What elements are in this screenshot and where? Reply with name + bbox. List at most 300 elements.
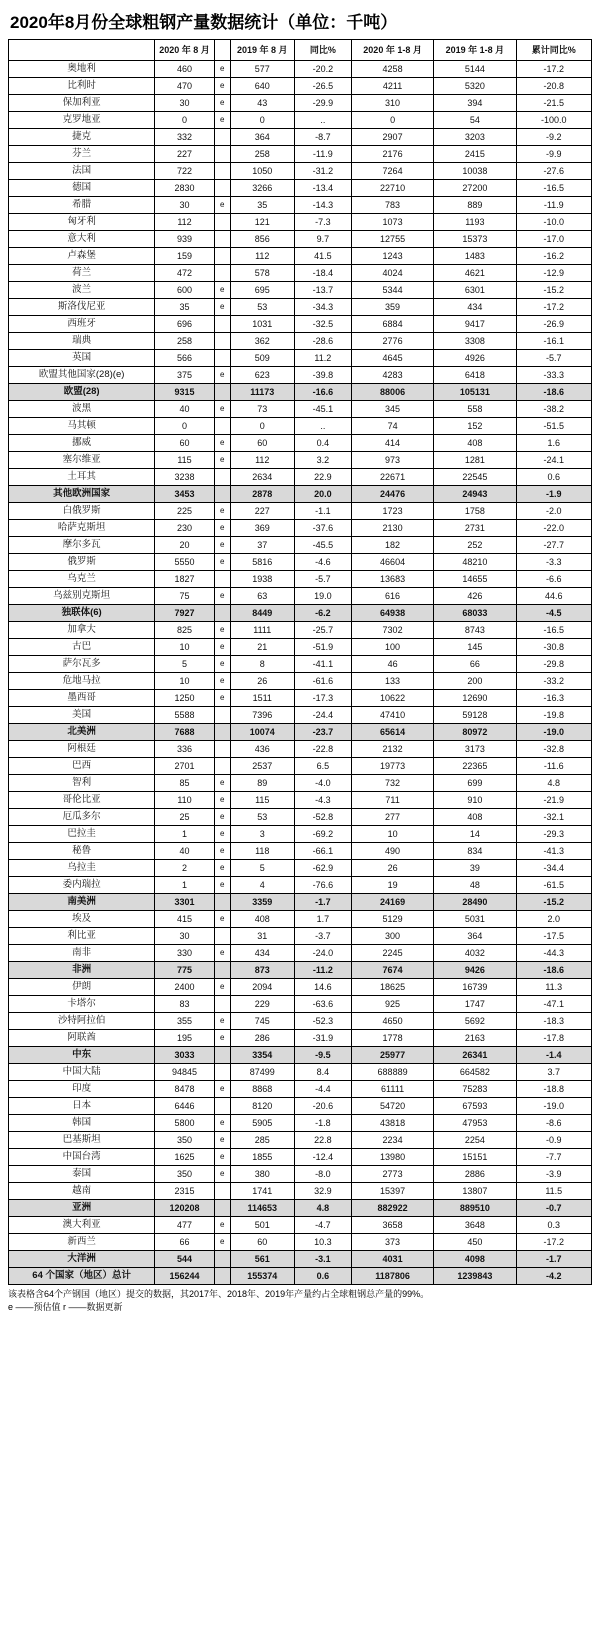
cell-yoy: -5.7	[294, 571, 351, 588]
cell-ytd-2020: 490	[351, 843, 433, 860]
cell-ytd-yoy: -21.5	[516, 95, 591, 112]
cell-aug-2019: 8449	[230, 605, 294, 622]
cell-country: 巴西	[9, 758, 155, 775]
column-header-aug-2019: 2019 年 8 月	[230, 40, 294, 61]
cell-yoy: 22.9	[294, 469, 351, 486]
cell-ytd-yoy: -4.5	[516, 605, 591, 622]
table-row	[9, 1013, 592, 1030]
cell-aug-2020: 375	[155, 367, 214, 384]
table-row	[9, 503, 592, 520]
cell-yoy: -4.4	[294, 1081, 351, 1098]
table-row	[9, 775, 592, 792]
cell-aug-2020: 3301	[155, 894, 214, 911]
cell-yoy: 4.8	[294, 1200, 351, 1217]
cell-yoy: -61.6	[294, 673, 351, 690]
table-header-row	[9, 40, 592, 61]
cell-aug-2019: 53	[230, 299, 294, 316]
cell-aug-2020: 2830	[155, 180, 214, 197]
cell-aug-2020: 2315	[155, 1183, 214, 1200]
cell-yoy: 3.2	[294, 452, 351, 469]
cell-aug-2020: 75	[155, 588, 214, 605]
cell-country: 巴基斯坦	[9, 1132, 155, 1149]
cell-aug-2020: 83	[155, 996, 214, 1013]
table-row	[9, 112, 592, 129]
cell-country: 古巴	[9, 639, 155, 656]
cell-ytd-2020: 300	[351, 928, 433, 945]
cell-estimate-flag: e	[214, 622, 230, 639]
cell-estimate-flag: e	[214, 1013, 230, 1030]
cell-yoy: -8.0	[294, 1166, 351, 1183]
cell-yoy: -45.5	[294, 537, 351, 554]
cell-estimate-flag: e	[214, 503, 230, 520]
table-row	[9, 792, 592, 809]
cell-ytd-2020: 5344	[351, 282, 433, 299]
table-row	[9, 1183, 592, 1200]
cell-ytd-2020: 7302	[351, 622, 433, 639]
cell-ytd-yoy: 2.0	[516, 911, 591, 928]
cell-aug-2020: 775	[155, 962, 214, 979]
cell-country: 新西兰	[9, 1234, 155, 1251]
cell-aug-2020: 156244	[155, 1268, 214, 1285]
cell-ytd-2020: 7264	[351, 163, 433, 180]
cell-estimate-flag: e	[214, 860, 230, 877]
cell-ytd-2019: 1747	[434, 996, 516, 1013]
cell-estimate-flag: e	[214, 1030, 230, 1047]
cell-ytd-2020: 0	[351, 112, 433, 129]
cell-aug-2019: 8868	[230, 1081, 294, 1098]
cell-aug-2020: 225	[155, 503, 214, 520]
cell-aug-2020: 5588	[155, 707, 214, 724]
cell-estimate-flag: e	[214, 1081, 230, 1098]
cell-ytd-yoy: 11.3	[516, 979, 591, 996]
cell-country: 西班牙	[9, 316, 155, 333]
cell-estimate-flag: e	[214, 95, 230, 112]
cell-ytd-2019: 75283	[434, 1081, 516, 1098]
cell-country: 南美洲	[9, 894, 155, 911]
cell-ytd-yoy: -16.3	[516, 690, 591, 707]
cell-ytd-2019: 394	[434, 95, 516, 112]
cell-yoy: -41.1	[294, 656, 351, 673]
cell-country: 马其顿	[9, 418, 155, 435]
cell-ytd-yoy: -20.8	[516, 78, 591, 95]
cell-yoy: -7.3	[294, 214, 351, 231]
cell-ytd-2020: 13980	[351, 1149, 433, 1166]
cell-estimate-flag: e	[214, 299, 230, 316]
cell-yoy: -37.6	[294, 520, 351, 537]
table-row	[9, 1200, 592, 1217]
cell-ytd-2020: 47410	[351, 707, 433, 724]
cell-yoy: -4.0	[294, 775, 351, 792]
cell-yoy: -31.2	[294, 163, 351, 180]
cell-ytd-2020: 1187806	[351, 1268, 433, 1285]
cell-aug-2020: 477	[155, 1217, 214, 1234]
table-row	[9, 945, 592, 962]
column-header-estimate-flag	[214, 40, 230, 61]
cell-aug-2019: 434	[230, 945, 294, 962]
table-row	[9, 61, 592, 78]
cell-ytd-2019: 408	[434, 435, 516, 452]
cell-ytd-2019: 39	[434, 860, 516, 877]
cell-aug-2019: 63	[230, 588, 294, 605]
cell-country: 卡塔尔	[9, 996, 155, 1013]
cell-ytd-2020: 2773	[351, 1166, 433, 1183]
cell-yoy: -24.4	[294, 707, 351, 724]
cell-ytd-2019: 5320	[434, 78, 516, 95]
cell-ytd-2020: 61111	[351, 1081, 433, 1098]
cell-country: 哥伦比亚	[9, 792, 155, 809]
table-row	[9, 384, 592, 401]
cell-ytd-yoy: -30.8	[516, 639, 591, 656]
cell-aug-2019: 89	[230, 775, 294, 792]
cell-yoy: -52.3	[294, 1013, 351, 1030]
table-row	[9, 231, 592, 248]
cell-ytd-2020: 2907	[351, 129, 433, 146]
cell-ytd-2019: 1758	[434, 503, 516, 520]
cell-country: 加拿大	[9, 622, 155, 639]
cell-country: 芬兰	[9, 146, 155, 163]
cell-ytd-2019: 450	[434, 1234, 516, 1251]
cell-country: 利比亚	[9, 928, 155, 945]
cell-yoy: 9.7	[294, 231, 351, 248]
cell-ytd-2020: 182	[351, 537, 433, 554]
table-row	[9, 860, 592, 877]
cell-country: 波黑	[9, 401, 155, 418]
cell-aug-2019: 1050	[230, 163, 294, 180]
cell-estimate-flag: e	[214, 673, 230, 690]
cell-yoy: -45.1	[294, 401, 351, 418]
cell-yoy: -22.8	[294, 741, 351, 758]
cell-ytd-yoy: 3.7	[516, 1064, 591, 1081]
cell-aug-2020: 2701	[155, 758, 214, 775]
cell-aug-2020: 9315	[155, 384, 214, 401]
cell-country: 越南	[9, 1183, 155, 1200]
cell-ytd-yoy: -17.5	[516, 928, 591, 945]
table-row	[9, 1030, 592, 1047]
cell-yoy: 22.8	[294, 1132, 351, 1149]
cell-ytd-2020: 882922	[351, 1200, 433, 1217]
cell-ytd-2020: 64938	[351, 605, 433, 622]
table-row	[9, 78, 592, 95]
cell-country: 中东	[9, 1047, 155, 1064]
cell-country: 波兰	[9, 282, 155, 299]
cell-aug-2020: 3238	[155, 469, 214, 486]
cell-yoy: -66.1	[294, 843, 351, 860]
cell-ytd-yoy: -15.2	[516, 894, 591, 911]
cell-yoy: -8.7	[294, 129, 351, 146]
cell-aug-2020: 8478	[155, 1081, 214, 1098]
cell-ytd-2019: 13807	[434, 1183, 516, 1200]
table-row	[9, 265, 592, 282]
cell-aug-2019: 369	[230, 520, 294, 537]
cell-ytd-yoy: -44.3	[516, 945, 591, 962]
cell-ytd-yoy: -33.3	[516, 367, 591, 384]
cell-aug-2019: 21	[230, 639, 294, 656]
table-row	[9, 1132, 592, 1149]
cell-estimate-flag	[214, 231, 230, 248]
cell-aug-2019: 380	[230, 1166, 294, 1183]
cell-estimate-flag: e	[214, 554, 230, 571]
cell-yoy: 41.5	[294, 248, 351, 265]
cell-ytd-yoy: -47.1	[516, 996, 591, 1013]
cell-estimate-flag: e	[214, 809, 230, 826]
cell-yoy: 1.7	[294, 911, 351, 928]
cell-yoy: -34.3	[294, 299, 351, 316]
cell-country: 独联体(6)	[9, 605, 155, 622]
cell-ytd-yoy: -21.9	[516, 792, 591, 809]
cell-aug-2019: 4	[230, 877, 294, 894]
cell-ytd-2019: 3308	[434, 333, 516, 350]
cell-aug-2020: 60	[155, 435, 214, 452]
cell-aug-2020: 1250	[155, 690, 214, 707]
cell-aug-2020: 7688	[155, 724, 214, 741]
cell-ytd-2019: 27200	[434, 180, 516, 197]
cell-estimate-flag	[214, 724, 230, 741]
cell-yoy: -3.7	[294, 928, 351, 945]
cell-ytd-yoy: -34.4	[516, 860, 591, 877]
cell-country: 伊朗	[9, 979, 155, 996]
cell-aug-2019: 87499	[230, 1064, 294, 1081]
cell-aug-2019: 745	[230, 1013, 294, 1030]
cell-aug-2020: 5	[155, 656, 214, 673]
cell-ytd-2020: 277	[351, 809, 433, 826]
cell-ytd-2019: 66	[434, 656, 516, 673]
cell-country: 瑞典	[9, 333, 155, 350]
cell-ytd-2019: 2731	[434, 520, 516, 537]
cell-aug-2019: 561	[230, 1251, 294, 1268]
table-row	[9, 435, 592, 452]
cell-aug-2019: 8120	[230, 1098, 294, 1115]
cell-aug-2020: 30	[155, 197, 214, 214]
cell-estimate-flag	[214, 248, 230, 265]
column-header-country	[9, 40, 155, 61]
cell-ytd-2019: 8743	[434, 622, 516, 639]
cell-estimate-flag	[214, 333, 230, 350]
table-row	[9, 639, 592, 656]
cell-ytd-2019: 26341	[434, 1047, 516, 1064]
cell-estimate-flag	[214, 265, 230, 282]
cell-aug-2019: 1855	[230, 1149, 294, 1166]
cell-aug-2020: 470	[155, 78, 214, 95]
cell-aug-2020: 115	[155, 452, 214, 469]
cell-ytd-2020: 3658	[351, 1217, 433, 1234]
cell-ytd-2020: 2234	[351, 1132, 433, 1149]
cell-aug-2020: 0	[155, 418, 214, 435]
cell-aug-2020: 30	[155, 928, 214, 945]
cell-ytd-yoy: -4.2	[516, 1268, 591, 1285]
cell-country: 非洲	[9, 962, 155, 979]
cell-estimate-flag	[214, 1268, 230, 1285]
cell-estimate-flag	[214, 469, 230, 486]
cell-ytd-2019: 2415	[434, 146, 516, 163]
cell-ytd-yoy: -8.6	[516, 1115, 591, 1132]
table-row	[9, 962, 592, 979]
cell-ytd-2020: 54720	[351, 1098, 433, 1115]
table-row	[9, 741, 592, 758]
cell-ytd-2019: 22365	[434, 758, 516, 775]
cell-ytd-2020: 2176	[351, 146, 433, 163]
table-row	[9, 928, 592, 945]
cell-aug-2020: 258	[155, 333, 214, 350]
cell-yoy: -76.6	[294, 877, 351, 894]
column-header-ytd-2020: 2020 年 1-8 月	[351, 40, 433, 61]
cell-estimate-flag: e	[214, 588, 230, 605]
cell-estimate-flag: e	[214, 1149, 230, 1166]
cell-aug-2020: 5800	[155, 1115, 214, 1132]
cell-yoy: -1.8	[294, 1115, 351, 1132]
cell-aug-2020: 1625	[155, 1149, 214, 1166]
cell-country: 阿根廷	[9, 741, 155, 758]
cell-estimate-flag	[214, 1098, 230, 1115]
cell-aug-2020: 350	[155, 1132, 214, 1149]
cell-aug-2019: 10074	[230, 724, 294, 741]
table-row	[9, 367, 592, 384]
cell-aug-2019: 3359	[230, 894, 294, 911]
cell-ytd-2020: 7674	[351, 962, 433, 979]
cell-aug-2020: 7927	[155, 605, 214, 622]
column-header-aug-2020: 2020 年 8 月	[155, 40, 214, 61]
cell-yoy: 11.2	[294, 350, 351, 367]
cell-aug-2020: 330	[155, 945, 214, 962]
cell-yoy: 0.4	[294, 435, 351, 452]
cell-aug-2020: 3033	[155, 1047, 214, 1064]
cell-yoy: -23.7	[294, 724, 351, 741]
table-row	[9, 1251, 592, 1268]
cell-ytd-2019: 3203	[434, 129, 516, 146]
cell-ytd-yoy: 0.6	[516, 469, 591, 486]
cell-estimate-flag	[214, 741, 230, 758]
cell-yoy: -13.7	[294, 282, 351, 299]
table-row	[9, 724, 592, 741]
table-row	[9, 1268, 592, 1285]
cell-aug-2019: 8	[230, 656, 294, 673]
cell-aug-2020: 40	[155, 843, 214, 860]
cell-ytd-2019: 558	[434, 401, 516, 418]
cell-yoy: -29.9	[294, 95, 351, 112]
cell-estimate-flag: e	[214, 61, 230, 78]
cell-estimate-flag	[214, 418, 230, 435]
cell-ytd-2020: 373	[351, 1234, 433, 1251]
cell-ytd-2020: 414	[351, 435, 433, 452]
cell-ytd-yoy: -100.0	[516, 112, 591, 129]
cell-ytd-2019: 1193	[434, 214, 516, 231]
cell-ytd-yoy: -0.7	[516, 1200, 591, 1217]
cell-estimate-flag: e	[214, 979, 230, 996]
cell-aug-2019: 856	[230, 231, 294, 248]
cell-ytd-yoy: -17.2	[516, 1234, 591, 1251]
cell-country: 泰国	[9, 1166, 155, 1183]
cell-ytd-yoy: -26.9	[516, 316, 591, 333]
footnote-line-1: 该表格含64个产钢国（地区）提交的数据，其2017年、2018年、2019年产量约占全球粗钢总产量的99%。	[8, 1289, 430, 1299]
cell-country: 危地马拉	[9, 673, 155, 690]
cell-aug-2019: 115	[230, 792, 294, 809]
cell-ytd-yoy: -16.2	[516, 248, 591, 265]
cell-yoy: -31.9	[294, 1030, 351, 1047]
cell-aug-2019: 1741	[230, 1183, 294, 1200]
table-row	[9, 894, 592, 911]
cell-estimate-flag: e	[214, 843, 230, 860]
cell-estimate-flag	[214, 928, 230, 945]
cell-aug-2020: 30	[155, 95, 214, 112]
cell-estimate-flag	[214, 316, 230, 333]
cell-yoy: -26.5	[294, 78, 351, 95]
cell-ytd-2019: 5692	[434, 1013, 516, 1030]
table-row	[9, 299, 592, 316]
cell-aug-2020: 336	[155, 741, 214, 758]
cell-ytd-yoy: -27.6	[516, 163, 591, 180]
table-row	[9, 418, 592, 435]
cell-yoy: ..	[294, 418, 351, 435]
cell-aug-2020: 3453	[155, 486, 214, 503]
cell-country: 保加利亚	[9, 95, 155, 112]
cell-aug-2019: 1938	[230, 571, 294, 588]
table-row	[9, 1115, 592, 1132]
cell-ytd-2019: 145	[434, 639, 516, 656]
cell-yoy: -4.6	[294, 554, 351, 571]
cell-estimate-flag	[214, 1183, 230, 1200]
cell-aug-2020: 10	[155, 673, 214, 690]
cell-aug-2020: 35	[155, 299, 214, 316]
cell-yoy: 0.6	[294, 1268, 351, 1285]
cell-aug-2019: 2634	[230, 469, 294, 486]
cell-country: 土耳其	[9, 469, 155, 486]
cell-aug-2020: 20	[155, 537, 214, 554]
cell-yoy: -24.0	[294, 945, 351, 962]
cell-aug-2019: 695	[230, 282, 294, 299]
cell-estimate-flag: e	[214, 1132, 230, 1149]
cell-ytd-2020: 688889	[351, 1064, 433, 1081]
cell-yoy: 20.0	[294, 486, 351, 503]
cell-estimate-flag: e	[214, 1166, 230, 1183]
table-row	[9, 350, 592, 367]
cell-yoy: -63.6	[294, 996, 351, 1013]
cell-aug-2020: 5550	[155, 554, 214, 571]
cell-yoy: -11.2	[294, 962, 351, 979]
cell-aug-2019: 2094	[230, 979, 294, 996]
cell-aug-2019: 1031	[230, 316, 294, 333]
cell-country: 挪威	[9, 435, 155, 452]
cell-estimate-flag	[214, 129, 230, 146]
cell-ytd-2019: 105131	[434, 384, 516, 401]
cell-ytd-2020: 732	[351, 775, 433, 792]
cell-estimate-flag: e	[214, 197, 230, 214]
table-row	[9, 809, 592, 826]
cell-aug-2019: 43	[230, 95, 294, 112]
cell-ytd-2020: 88006	[351, 384, 433, 401]
cell-aug-2019: 501	[230, 1217, 294, 1234]
cell-estimate-flag	[214, 1047, 230, 1064]
cell-aug-2019: 640	[230, 78, 294, 95]
cell-ytd-2020: 4650	[351, 1013, 433, 1030]
cell-ytd-2019: 12690	[434, 690, 516, 707]
cell-estimate-flag: e	[214, 282, 230, 299]
table-row	[9, 146, 592, 163]
cell-ytd-2019: 80972	[434, 724, 516, 741]
cell-estimate-flag	[214, 180, 230, 197]
cell-yoy: -25.7	[294, 622, 351, 639]
cell-ytd-yoy: -38.2	[516, 401, 591, 418]
cell-estimate-flag: e	[214, 452, 230, 469]
cell-yoy: 8.4	[294, 1064, 351, 1081]
cell-country: 卢森堡	[9, 248, 155, 265]
cell-ytd-yoy: -51.5	[516, 418, 591, 435]
cell-aug-2019: 7396	[230, 707, 294, 724]
cell-estimate-flag	[214, 163, 230, 180]
cell-ytd-2019: 2254	[434, 1132, 516, 1149]
cell-estimate-flag	[214, 758, 230, 775]
table-row	[9, 1081, 592, 1098]
column-header-ytd-2019: 2019 年 1-8 月	[434, 40, 516, 61]
cell-estimate-flag: e	[214, 775, 230, 792]
